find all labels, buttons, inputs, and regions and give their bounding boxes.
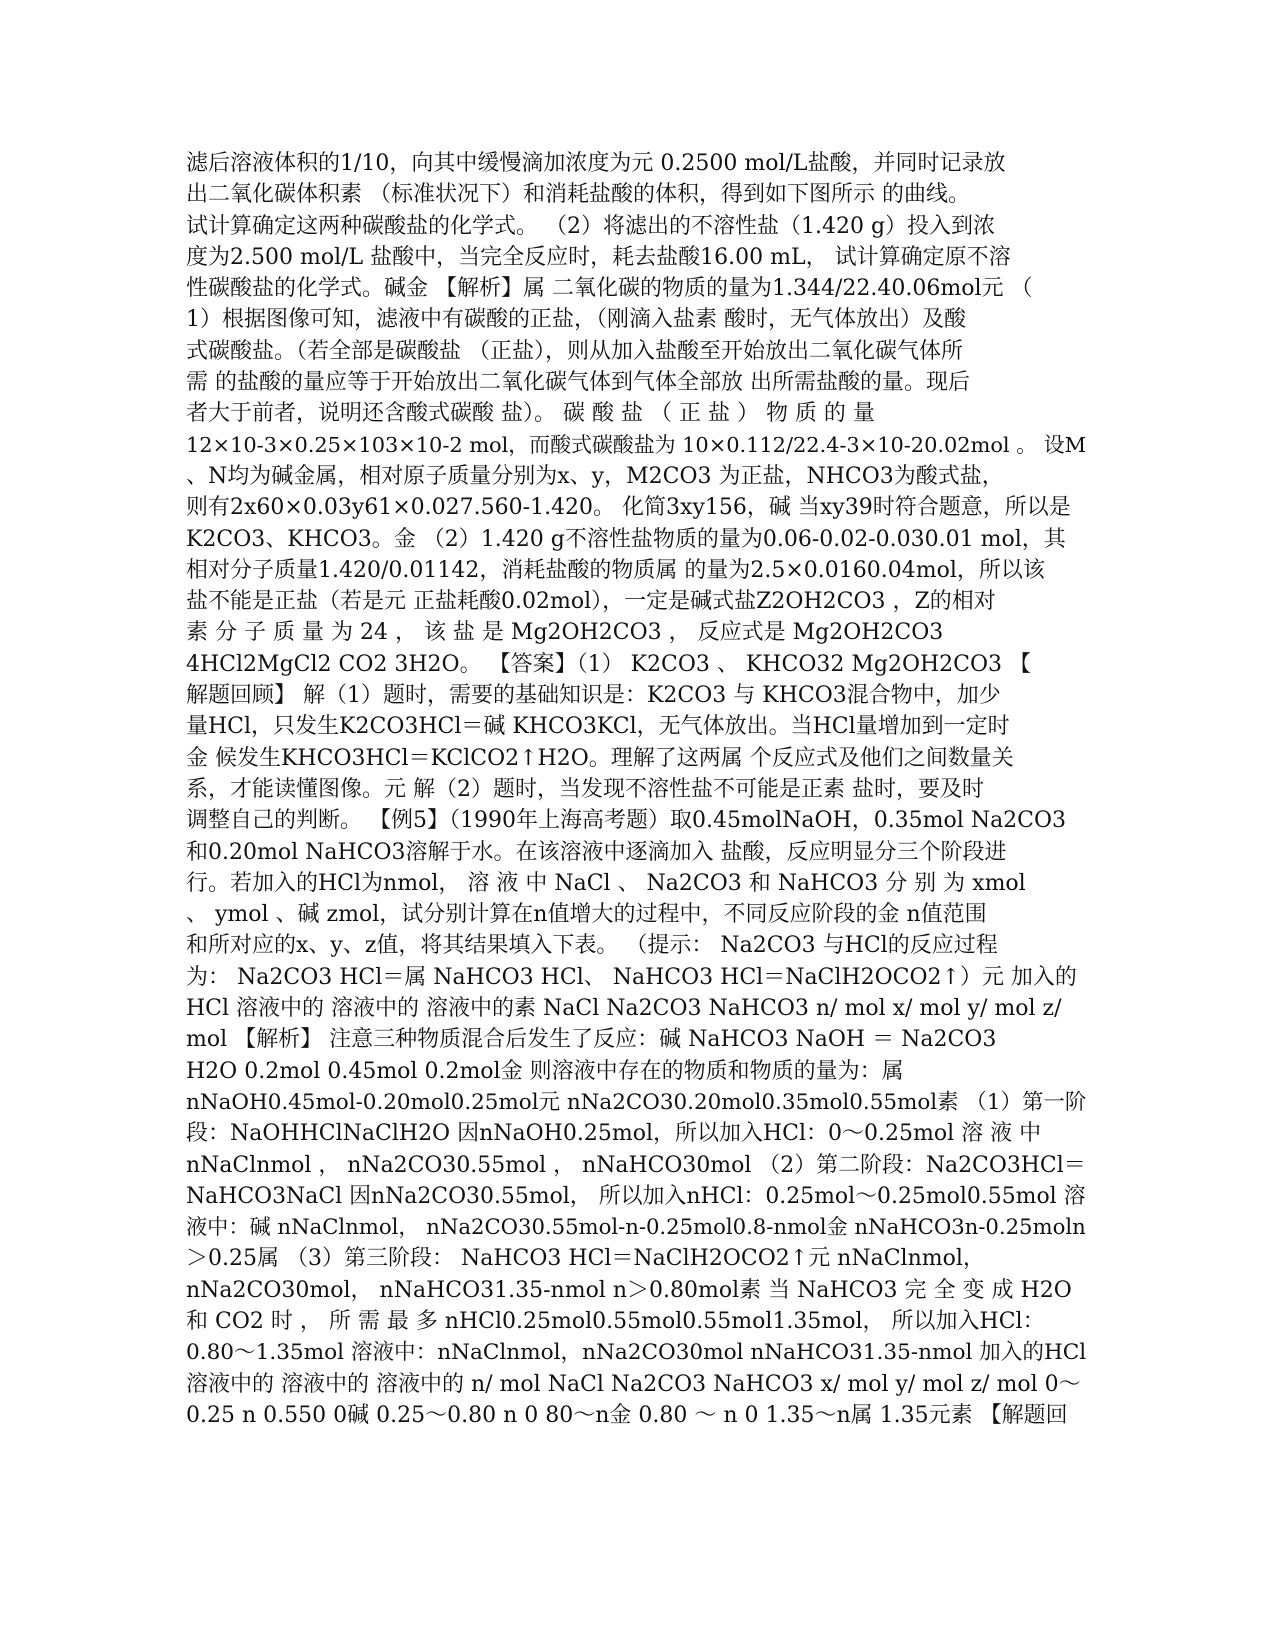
text-line: 4HCl2MgCl2 CO2 3H2O。 【答案】（1） K2CO3 、 KHCO32 Mg2OH2CO3 【 [186,651,1032,677]
text-line: 为： Na2CO3 HCl＝属 NaHCO3 HCl、 NaHCO3 HCl＝NaClH2OCO2↑）元 加入的 [186,964,1077,990]
text-line: 和0.20mol NaHCO3溶解于水。在该溶液中逐滴加入 盐酸，反应明显分三个阶段进 [186,839,1007,865]
text-line: 相对分子质量1.420/0.01142，消耗盐酸的物质属 的量为2.5×0.0160.04mol，所以该 [186,557,1045,583]
text-line: 量HCl，只发生K2CO3HCl＝碱 KHCO3KCl，无气体放出。当HCl量增加到一定时 [186,714,1010,740]
text-line: NaHCO3NaCl 因nNa2CO30.55mol， 所以加入nHCl：0.25mol～0.25mol0.55mol 溶 [186,1183,1086,1209]
text-line: 和 CO2 时 ， 所 需 最 多 nHCl0.25mol0.55mol0.55mol1.35mol， 所以加入HCl： [186,1308,1045,1334]
text-line: 液中：碱 nNaClnmol， nNa2CO30.55mol-n-0.25mol0.8-nmol金 nNaHCO3n-0.25moln [186,1215,1086,1241]
body-text [186,148,1086,1431]
text-line: 素 分 子 质 量 为 24 ， 该 盐 是 Mg2OH2CO3 ， 反应式是 Mg2OH2CO3 [186,620,944,646]
text-line: 段：NaOHHClNaClH2O 因nNaOH0.25mol，所以加入HCl：0～0.25mol 溶 液 中 [186,1121,1042,1147]
text-line: 金 候发生KHCO3HCl＝KClCO2↑H2O。理解了这两属 个反应式及他们之间数量关 [186,745,1014,771]
text-line: ＞0.25属 （3）第三阶段： NaHCO3 HCl＝NaClH2OCO2↑元 nNaClnmol， [186,1246,985,1272]
text-line: 0.80～1.35mol 溶液中：nNaClnmol，nNa2CO30mol nNaHCO31.35-nmol 加入的HCl [186,1340,1086,1366]
text-line: 滤后溶液体积的1/10，向其中缓慢滴加浓度为元 0.2500 mol/L盐酸，并同时记录放 [186,151,1006,176]
text-line: 性碳酸盐的化学式。碱金 【解析】属 二氧化碳的物质的量为1.344/22.40.06mol元 （ [186,276,1033,302]
text-line: 者大于前者，说明还含酸式碳酸 盐）。 碳 酸 盐 （ 正 盐 ） 物 质 的 量 [186,401,875,427]
text-line: 度为2.500 mol/L 盐酸中，当完全反应时，耗去盐酸16.00 mL， 试计算确定原不溶 [186,244,1011,270]
text-line: HCl 溶液中的 溶液中的 溶液中的素 NaCl Na2CO3 NaHCO3 n/ mol x/ mol y/ mol z/ [186,996,1062,1022]
text-line: 和所对应的x、y、z值，将其结果填入下表。 （提示： Na2CO3 与HCl的反应过程 [186,933,998,959]
text-line: 出二氧化碳体积素 （标准状况下）和消耗盐酸的体积，得到如下图所示 的曲线。 [186,182,970,208]
text-line: 1）根据图像可知，滤液中有碳酸的正盐，（刚滴入盐素 酸时，无气体放出）及酸 [186,307,966,333]
text-line: mol 【解析】 注意三种物质混合后发生了反应：碱 NaHCO3 NaOH ＝ Na2CO3 [186,1027,997,1053]
text-line: 0.25 n 0.550 0碱 0.25～0.80 n 0 80～n金 0.80 ～ n 0 1.35～n属 1.35元素 【解题回 [186,1402,1068,1428]
text-line: nNaClnmol ， nNa2CO30.55mol ， nNaHCO30mol （2）第二阶段：Na2CO3HCl＝ [186,1152,1086,1178]
text-line: 行。若加入的HCl为nmol， 溶 液 中 NaCl 、 Na2CO3 和 NaHCO3 分 别 为 xmol [186,870,1026,896]
text-line: 系，才能读懂图像。元 解（2）题时，当发现不溶性盐不可能是正素 盐时，要及时 [186,776,984,802]
text-line: 则有2x60×0.03y61×0.027.560-1.420。 化简3xy156，碱 当xy39时符合题意，所以是 [186,495,1071,521]
text-line: 12×10-3×0.25×103×10-2 mol，而酸式碳酸盐为 10×0.112/22.4-3×10-20.02mol 。 设M [186,432,1086,457]
text-line: 、 ymol 、碱 zmol，试分别计算在n值增大的过程中，不同反应阶段的金 n值范围 [186,902,987,928]
text-line: 解题回顾】 解（1）题时，需要的基础知识是：K2CO3 与 KHCO3混合物中，加少 [186,683,1001,709]
text-line: 需 的盐酸的量应等于开始放出二氧化碳气体到气体全部放 出所需盐酸的量。现后 [186,370,970,396]
text-line: 调整自己的判断。 【例5】（1990年上海高考题）取0.45molNaOH，0.35mol Na2CO3 [186,808,1067,834]
text-line: nNaOH0.45mol-0.20mol0.25mol元 nNa2CO30.20mol0.35mol0.55mol素 （1）第一阶 [186,1089,1086,1115]
text-line: 溶液中的 溶液中的 溶液中的 n/ mol NaCl Na2CO3 NaHCO3 x/ mol y/ mol z/ mol 0～ [186,1371,1081,1397]
text-line: K2CO3、KHCO3。金 （2）1.420 g不溶性盐物质的量为0.06-0.02-0.030.01 mol，其 [186,526,1066,552]
text-line: nNa2CO30mol， nNaHCO31.35-nmol n＞0.80mol素 当 NaHCO3 完 全 变 成 H2O [186,1277,1072,1303]
text-line: 式碳酸盐。（若全部是碳酸盐 （正盐），则从加入盐酸至开始放出二氧化碳气体所 [186,338,963,364]
text-line: 盐不能是正盐（若是元 正盐耗酸0.02mol），一定是碱式盐Z2OH2CO3 ，Z的相对 [186,589,996,615]
text-line: 试计算确定这两种碳酸盐的化学式。 （2）将滤出的不溶性盐（1.420 g）投入到浓 [186,213,996,239]
text-line: H2O 0.2mol 0.45mol 0.2mol金 则溶液中存在的物质和物质的量为：属 [186,1058,904,1084]
text-line: 、N均为碱金属，相对原子质量分别为x、y，M2CO3 为正盐，NHCO3为酸式盐， [186,463,1004,489]
